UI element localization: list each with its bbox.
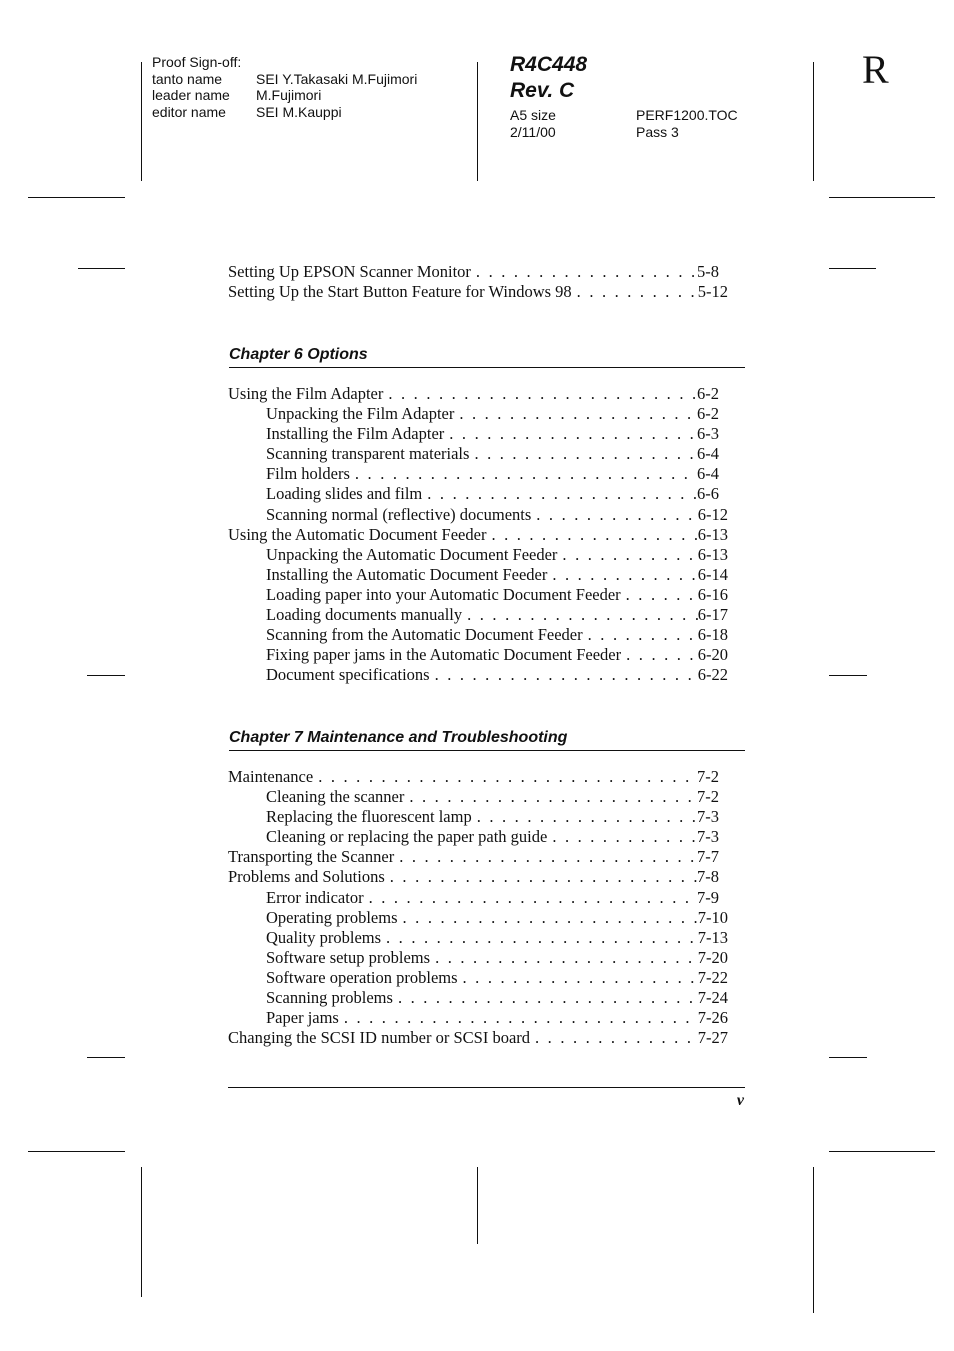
toc-entry-title: Transporting the Scanner: [228, 847, 395, 867]
chapter-7-heading: Chapter 7 Maintenance and Troubleshooting: [229, 729, 745, 751]
toc-entry: [228, 444, 728, 464]
toc-entry-page: 7-2: [697, 767, 719, 786]
toc-entry: [228, 928, 728, 948]
toc-entry-page: 7-3: [697, 807, 719, 827]
dot-leader: [458, 968, 698, 988]
toc-entry: [228, 565, 728, 585]
toc-entry: [228, 282, 728, 302]
toc-entry-page: 6-18: [697, 625, 728, 645]
toc-entry-title: Software setup problems: [266, 947, 431, 967]
footer-rule: [228, 1087, 745, 1088]
toc-entry-page: 6-6: [697, 484, 719, 504]
crop-mark: [829, 197, 935, 198]
proof-label: leader name: [152, 87, 230, 103]
toc-entry-title: Maintenance: [228, 767, 314, 786]
dot-leader: [530, 1028, 698, 1048]
meta-row-1: [510, 107, 738, 124]
crop-mark: [813, 1167, 814, 1313]
toc-entry-page: 6-16: [697, 584, 728, 604]
toc-entry: [228, 1008, 728, 1028]
toc-entry-page: 6-2: [697, 384, 719, 403]
pass: Pass 3: [636, 123, 679, 140]
toc-entry: [228, 908, 728, 928]
toc-entry: [228, 968, 728, 988]
toc-entry-title: Document specifications: [266, 665, 430, 685]
toc-entry: [228, 484, 728, 504]
toc-entry: [228, 645, 728, 665]
toc-entry-title: Using the Film Adapter: [228, 384, 384, 403]
toc-entry: [228, 505, 728, 525]
toc-entry: [228, 867, 728, 887]
dot-leader: [350, 464, 697, 484]
toc-entry-page: 6-2: [697, 404, 719, 424]
file-name: PERF1200.TOC: [636, 107, 738, 123]
dot-leader: [404, 787, 697, 807]
crop-mark: [477, 62, 478, 181]
dot-leader: [621, 585, 698, 605]
toc-entry-page: 7-2: [697, 787, 719, 807]
toc-entry: [228, 988, 728, 1008]
dot-leader: [444, 424, 697, 444]
dot-leader: [572, 282, 698, 302]
dot-leader: [393, 988, 698, 1008]
toc-entry-page: 7-26: [697, 1008, 728, 1028]
toc-entry: [228, 384, 728, 404]
toc-entry-title: Loading paper into your Automatic Document Feeder: [266, 584, 621, 604]
page-number: v: [736, 1092, 744, 1109]
toc-entry-page: 5-8: [697, 262, 719, 281]
crop-mark: [28, 1151, 125, 1152]
toc-entry-page: 6-13: [697, 524, 728, 544]
toc-entry-page: 6-12: [697, 504, 728, 524]
dot-leader: [471, 262, 697, 282]
page-side-marker: R: [862, 47, 889, 92]
toc-entry-title: Scanning normal (reflective) documents: [266, 504, 532, 524]
toc-entry: [228, 545, 728, 565]
dot-leader: [486, 525, 697, 545]
toc-entry-title: Loading documents manually: [266, 605, 463, 625]
toc-entry-page: 7-27: [697, 1028, 728, 1048]
toc-section-chapter7: [228, 767, 728, 1048]
document-meta: [510, 107, 738, 140]
toc-entry-page: 6-13: [697, 544, 728, 564]
crop-mark: [829, 1151, 935, 1152]
toc-entry: [228, 262, 728, 282]
crop-mark: [78, 268, 125, 269]
toc-entry-page: 7-9: [697, 887, 719, 907]
toc-entry-page: 6-17: [697, 605, 728, 625]
toc-entry-page: 7-22: [697, 967, 728, 987]
document-code: [510, 52, 587, 104]
crop-mark: [813, 62, 814, 181]
proof-row-editor: [152, 104, 417, 121]
meta-row-2: [510, 124, 738, 141]
dot-leader: [430, 665, 698, 685]
toc-entry-title: Cleaning or replacing the paper path guide: [266, 827, 548, 847]
toc-entry: [228, 767, 728, 787]
proof-value: SEI Y.Takasaki M.Fujimori: [256, 70, 418, 87]
toc-entry: [228, 827, 728, 847]
dot-leader: [430, 948, 698, 968]
toc-entry: [228, 605, 728, 625]
toc-entry-title: Scanning transparent materials: [266, 444, 470, 464]
toc-entry: [228, 464, 728, 484]
dot-leader: [469, 444, 697, 464]
dot-leader: [398, 908, 698, 928]
toc-entry-title: Cleaning the scanner: [266, 787, 405, 807]
proof-title: Proof Sign-off:: [152, 54, 242, 70]
toc-entry: [228, 625, 728, 645]
dot-leader: [313, 767, 697, 787]
toc-entry-title: Installing the Automatic Document Feeder: [266, 564, 548, 584]
crop-mark: [477, 1167, 478, 1244]
crop-mark: [28, 197, 125, 198]
toc-entry-page: 6-4: [697, 464, 719, 484]
toc-entry: [228, 1028, 728, 1048]
revision: Rev. C: [510, 79, 575, 102]
proof-row-leader: [152, 87, 417, 104]
crop-mark: [829, 675, 867, 676]
toc-entry-page: 7-8: [697, 867, 719, 887]
toc-entry-title: Unpacking the Automatic Document Feeder: [266, 544, 558, 564]
dot-leader: [422, 484, 697, 504]
toc-entry: [228, 525, 728, 545]
crop-mark: [141, 1167, 142, 1297]
toc-entry-page: 7-7: [697, 847, 719, 867]
toc-entry-page: 6-4: [697, 444, 719, 464]
dot-leader: [621, 645, 698, 665]
model-code: R4C448: [510, 53, 588, 76]
toc-entry-title: Using the Automatic Document Feeder: [228, 524, 487, 544]
proof-label: editor name: [152, 103, 226, 120]
dot-leader: [531, 505, 697, 525]
dot-leader: [547, 827, 697, 847]
toc-section-chapter5-continued: [228, 262, 728, 302]
toc-entry-page: 6-20: [697, 645, 728, 665]
toc-entry-page: 7-13: [697, 927, 728, 947]
toc-section-chapter6: [228, 384, 728, 685]
toc-entry-title: Paper jams: [266, 1008, 339, 1028]
toc-entry-title: Unpacking the Film Adapter: [266, 404, 455, 424]
crop-mark: [141, 62, 142, 181]
toc-entry-title: Fixing paper jams in the Automatic Document Feeder: [266, 645, 622, 665]
crop-mark: [87, 675, 125, 676]
toc-entry-title: Installing the Film Adapter: [266, 424, 445, 444]
proof-label: tanto name: [152, 70, 223, 87]
toc-entry: [228, 404, 728, 424]
toc-entry: [228, 847, 728, 867]
toc-entry: [228, 585, 728, 605]
toc-entry-title: Error indicator: [266, 887, 364, 907]
toc-entry-title: Software operation problems: [266, 967, 458, 987]
toc-entry-title: Replacing the fluorescent lamp: [266, 807, 472, 827]
dot-leader: [381, 928, 698, 948]
toc-entry-title: Scanning from the Automatic Document Feeder: [266, 625, 583, 645]
toc-entry-page: 6-22: [697, 665, 728, 685]
dot-leader: [339, 1008, 698, 1028]
chapter-6-heading: Chapter 6 Options: [229, 346, 745, 368]
crop-mark: [87, 1057, 125, 1058]
toc-entry-page: 6-3: [697, 424, 719, 444]
crop-mark: [829, 1057, 867, 1058]
toc-entry: [228, 807, 728, 827]
toc-entry-page: 7-10: [697, 907, 728, 927]
toc-entry-title: Operating problems: [266, 907, 398, 927]
toc-entry-title: Setting Up the Start Button Feature for Windows 98: [228, 282, 572, 302]
dot-leader: [454, 404, 697, 424]
toc-entry-title: Film holders: [266, 464, 350, 484]
toc-entry: [228, 888, 728, 908]
toc-entry: [228, 948, 728, 968]
crop-mark: [829, 268, 876, 269]
proof-row-tanto: [152, 71, 417, 88]
dot-leader: [557, 545, 697, 565]
proof-value: M.Fujimori: [256, 87, 322, 103]
dot-leader: [394, 847, 697, 867]
toc-entry-page: 7-20: [697, 947, 728, 967]
proof-signoff: [152, 54, 417, 120]
paper-size: A5 size: [510, 107, 556, 123]
toc-entry: [228, 665, 728, 685]
toc-entry-title: Quality problems: [266, 927, 382, 947]
toc-entry: [228, 424, 728, 444]
dot-leader: [385, 867, 697, 887]
dot-leader: [383, 384, 697, 404]
date: 2/11/00: [510, 123, 556, 140]
toc-entry-title: Setting Up EPSON Scanner Monitor: [228, 262, 471, 281]
toc-entry-page: 6-14: [697, 564, 728, 584]
toc-entry-page: 5-12: [697, 282, 728, 302]
dot-leader: [364, 888, 697, 908]
toc-entry-title: Problems and Solutions: [228, 867, 385, 887]
toc-entry-title: Changing the SCSI ID number or SCSI board: [228, 1028, 531, 1048]
toc-entry-page: 7-3: [697, 827, 719, 847]
dot-leader: [472, 807, 697, 827]
dot-leader: [547, 565, 697, 585]
toc-entry: [228, 787, 728, 807]
dot-leader: [462, 605, 698, 625]
proof-value: SEI M.Kauppi: [256, 103, 342, 120]
toc-entry-page: 7-24: [697, 988, 728, 1008]
toc-entry-title: Scanning problems: [266, 988, 393, 1008]
dot-leader: [583, 625, 698, 645]
toc-entry-title: Loading slides and film: [266, 484, 423, 504]
